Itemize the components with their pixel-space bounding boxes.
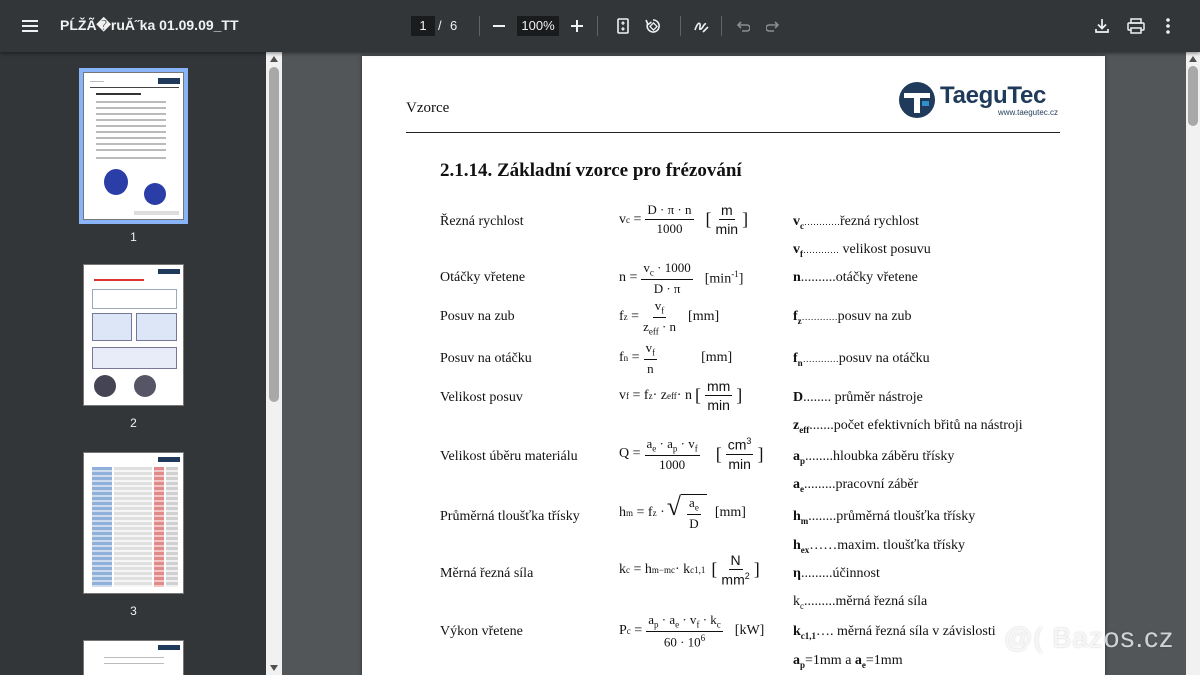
viewer-scrollbar[interactable] [1186, 52, 1200, 675]
formula-spindle-power: P c = $\frac{a_p \cdot a_e \cdot v_f \cdot k_c}{60 \cdot 10^6}$ [kW] [619, 612, 765, 649]
fit-page-icon[interactable] [608, 11, 638, 41]
page-number-input[interactable]: 1 [411, 16, 435, 36]
viewer-scroll-up-icon[interactable] [1189, 56, 1197, 62]
desc-kc: $k_c.........měrná$ řezná síla [793, 594, 928, 611]
row-label-spindle-speed: Otáčky vřetene [440, 270, 526, 285]
menu-icon[interactable] [15, 11, 45, 41]
redo-icon[interactable] [758, 11, 788, 41]
row-label-material-removal: Velikost úběru materiálu [440, 449, 578, 464]
thumbnail-label-1: 1 [130, 230, 137, 244]
print-icon[interactable] [1121, 11, 1151, 41]
zoom-input[interactable]: 100% [517, 16, 559, 36]
desc-ap-ae: $a_p=1mm$ a $a_e=1mm$ [793, 653, 903, 670]
desc-ap: $a_p........hloubka$ záběru třísky [793, 449, 955, 466]
desc-fz: $f_z\dots\dots\dots\dots posuv$ na zub [793, 309, 912, 326]
toolbar-divider [479, 16, 480, 36]
zoom-in-icon[interactable] [562, 11, 592, 41]
annotate-icon[interactable] [686, 11, 716, 41]
row-label-feed-rate: Velikost posuv [440, 390, 523, 405]
section-title: 2.1.14. Základní vzorce pro frézování [440, 160, 742, 181]
bazos-watermark: @( Bazos.cz [1004, 622, 1175, 653]
taegutec-logo-icon [898, 81, 936, 119]
thumbnail-label-2: 2 [130, 416, 137, 430]
pdf-toolbar [0, 0, 1200, 52]
desc-vf: $v_f\dots\dots\dots\dots$ velikost posuvu [793, 242, 931, 259]
scroll-up-arrow-icon[interactable] [270, 56, 278, 62]
desc-hm: $h_m........průměrná$ tloušťka třísky [793, 509, 976, 526]
row-label-chip-thickness: Průměrná tloušťka třísky [440, 509, 580, 524]
row-label-specific-force: Měrná řezná síla [440, 566, 534, 581]
thumbnail-page-1[interactable] [83, 72, 184, 220]
scrollbar-thumb[interactable] [269, 67, 279, 402]
desc-kc11: $k_{c1,1}\dots$. měrná řezná síla v závislosti [793, 624, 996, 641]
undo-icon[interactable] [728, 11, 758, 41]
desc-n: n..........otáčky vřetene [793, 270, 918, 285]
thumbnail-sidebar [0, 52, 266, 675]
viewer-scrollbar-thumb[interactable] [1188, 66, 1198, 126]
rotate-icon[interactable] [638, 11, 668, 41]
formula-feed-per-rev: f n = $\frac{v_f}{n}$ [mm] [619, 340, 733, 376]
zoom-out-icon[interactable] [484, 11, 514, 41]
toolbar-divider [680, 16, 681, 36]
formula-spindle-speed: n = $\frac{v_c \cdot 1000}{D \cdot \pi}$ $[\min^{-1}]$ [619, 260, 744, 296]
formula-specific-force: k c = h m −mc · k c1,1 [ $\frac{N}{mm^2}$ ] [619, 552, 760, 588]
toolbar-divider [721, 16, 722, 36]
taegutec-logo [898, 78, 1068, 122]
more-options-icon[interactable] [1153, 11, 1183, 41]
page-separator: / [438, 18, 442, 33]
document-title: PĹŽÃ�ruĂ˝ka 01.09.09_TT [60, 17, 239, 33]
desc-zeff: $z_{eff}.......počet$ efektivních břitů na nástroji [793, 418, 1023, 435]
formula-chip-thickness: h m = f z · √ $\frac{a_e}{D}$ [mm] [619, 492, 746, 531]
formula-material-removal: Q = $\frac{a_e \cdot a_p \cdot v_f}{1000}$ [ $\frac{cm^3}{\min}$ ] [619, 436, 764, 473]
pdf-page [362, 56, 1105, 675]
formula-feed-rate: v f = f z · z eff · n [ $\frac{mm}{\min}$ ] [619, 378, 743, 413]
row-label-cutting-speed: Řezná rychlost [440, 214, 524, 229]
thumbnail-page-4[interactable] [83, 640, 184, 675]
row-label-feed-per-tooth: Posuv na zub [440, 309, 515, 324]
thumbnail-label-3: 3 [130, 604, 137, 618]
desc-vc: $v_c\dots\dots\dots\dots řezná$ rychlost [793, 214, 919, 231]
desc-d: D........ průměr nástroje [793, 390, 923, 405]
logo-wordmark: TaeguTec [940, 82, 1047, 109]
scroll-down-arrow-icon[interactable] [270, 665, 278, 671]
page-total: 6 [450, 18, 458, 33]
page-header-title: Vzorce [406, 100, 450, 116]
row-label-spindle-power: Výkon vřetene [440, 624, 523, 639]
desc-hex: $h_{ex}\dots\dots maxim$. tloušťka třísky [793, 538, 965, 555]
row-label-feed-per-rev: Posuv na otáčku [440, 351, 532, 366]
desc-fn: $f_n\dots\dots\dots\dots posuv$ na otáčku [793, 351, 930, 368]
download-icon[interactable] [1087, 11, 1117, 41]
formula-cutting-speed: v c = $\frac{D \cdot \pi \cdot n}{1000}$ [ $\frac{m}{\min}$ ] [619, 202, 749, 237]
thumbnail-page-2[interactable] [83, 264, 184, 406]
desc-ae: $a_e.........pracovní$ záběr [793, 477, 919, 494]
document-viewer[interactable] [282, 52, 1186, 675]
toolbar-divider [597, 16, 598, 36]
thumbnail-page-3[interactable] [83, 452, 184, 594]
logo-url: www.taegutec.cz [998, 108, 1059, 117]
sidebar-scrollbar[interactable] [266, 52, 282, 675]
desc-eta: η.........účinnost [793, 566, 880, 581]
formula-feed-per-tooth: f z = $\frac{v_f}{z_{eff} \cdot n}$ [mm] [619, 298, 720, 337]
header-divider [406, 132, 1060, 133]
